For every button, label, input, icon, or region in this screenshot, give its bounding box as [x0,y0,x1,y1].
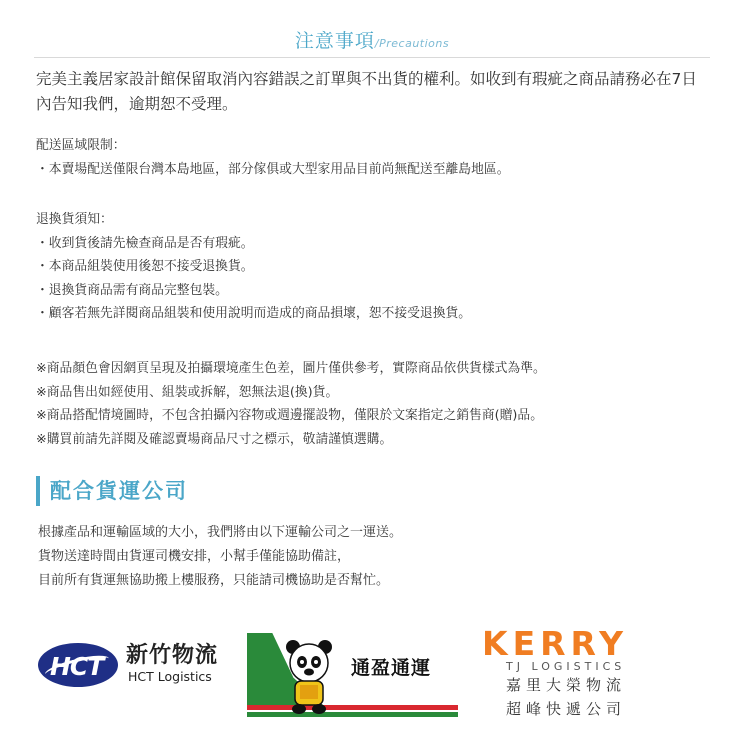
intro-paragraph: 完美主義居家設計館保留取消內容錯誤之訂單與不出貨的權利。如收到有瑕疵之商品請務必在7日內告知我們，逾期恕不受理。 [36,70,697,113]
note-item: ※購買前請先詳閱及確認賣場商品尺寸之標示，敬請謹慎選購。 [36,431,393,447]
shipping-description [38,521,708,593]
returns-heading: 退換貨須知： [36,212,113,227]
delivery-heading: 配送區域限制： [36,138,126,153]
delivery-section [36,134,716,181]
tongying-name: 通盈通運 [351,657,432,679]
header-divider [34,57,710,58]
returns-item: ・顧客若無先詳閱商品組裝和使用說明而造成的商品損壞，恕不接受退換貨。 [36,306,472,321]
shipping-line: 根據產品和運輸區域的大小，我們將由以下運輸公司之一運送。 [38,525,403,540]
delivery-item: ・本賣場配送僅限台灣本島地區，部分傢俱或大型家用品目前尚無配送至離島地區。 [36,161,510,177]
tongying-logo [247,633,458,719]
returns-item: ・本商品組裝使用後恕不接受退換貨。 [36,259,254,274]
note-item: ※商品顏色會因網頁呈現及拍攝環境產生色差，圖片僅供參考，實際商品依供貨樣式為準。 [36,361,546,376]
page-title: 注意事項 [294,30,375,52]
section-accent-bar [36,476,40,506]
hct-logo [38,633,238,693]
returns-section [36,208,716,326]
page-subtitle: /Precautions [374,37,450,50]
shipping-heading: 配合貨運公司 [50,479,188,503]
panda-mascot-icon [283,635,335,717]
kerry-subtitle: TJ LOGISTICS [506,660,626,673]
hct-name-zh: 新竹物流 [126,643,219,668]
shipping-line: 貨物送達時間由貨運司機安排，小幫手僅能協助備註， [38,549,351,564]
kerry-wordmark: KERRY [482,624,629,663]
hct-mark-text: HCT [50,652,104,681]
hct-oval-mark [38,643,118,687]
shipping-line: 目前所有貨運無協助搬上樓服務，只能請司機協助是否幫忙。 [38,573,390,588]
page-header [34,26,710,56]
kerry-logo [478,624,678,724]
note-item: ※商品搭配情境圖時，不包含拍攝內容物或週邊擺設物，僅限於文案指定之銷售商(贈)品。 [36,408,543,423]
kerry-name-zh-1: 嘉里大榮物流 [506,676,627,694]
returns-item: ・退換貨商品需有商品完整包裝。 [36,282,228,298]
kerry-name-zh-2: 超峰快遞公司 [506,700,627,718]
returns-item: ・收到貨後請先檢查商品是否有瑕疵。 [36,235,254,251]
note-item: ※商品售出如經使用、組裝或拆解，恕無法退(換)貨。 [36,384,339,400]
hct-name-en: HCT Logistics [128,669,212,684]
notes-section [36,357,716,451]
